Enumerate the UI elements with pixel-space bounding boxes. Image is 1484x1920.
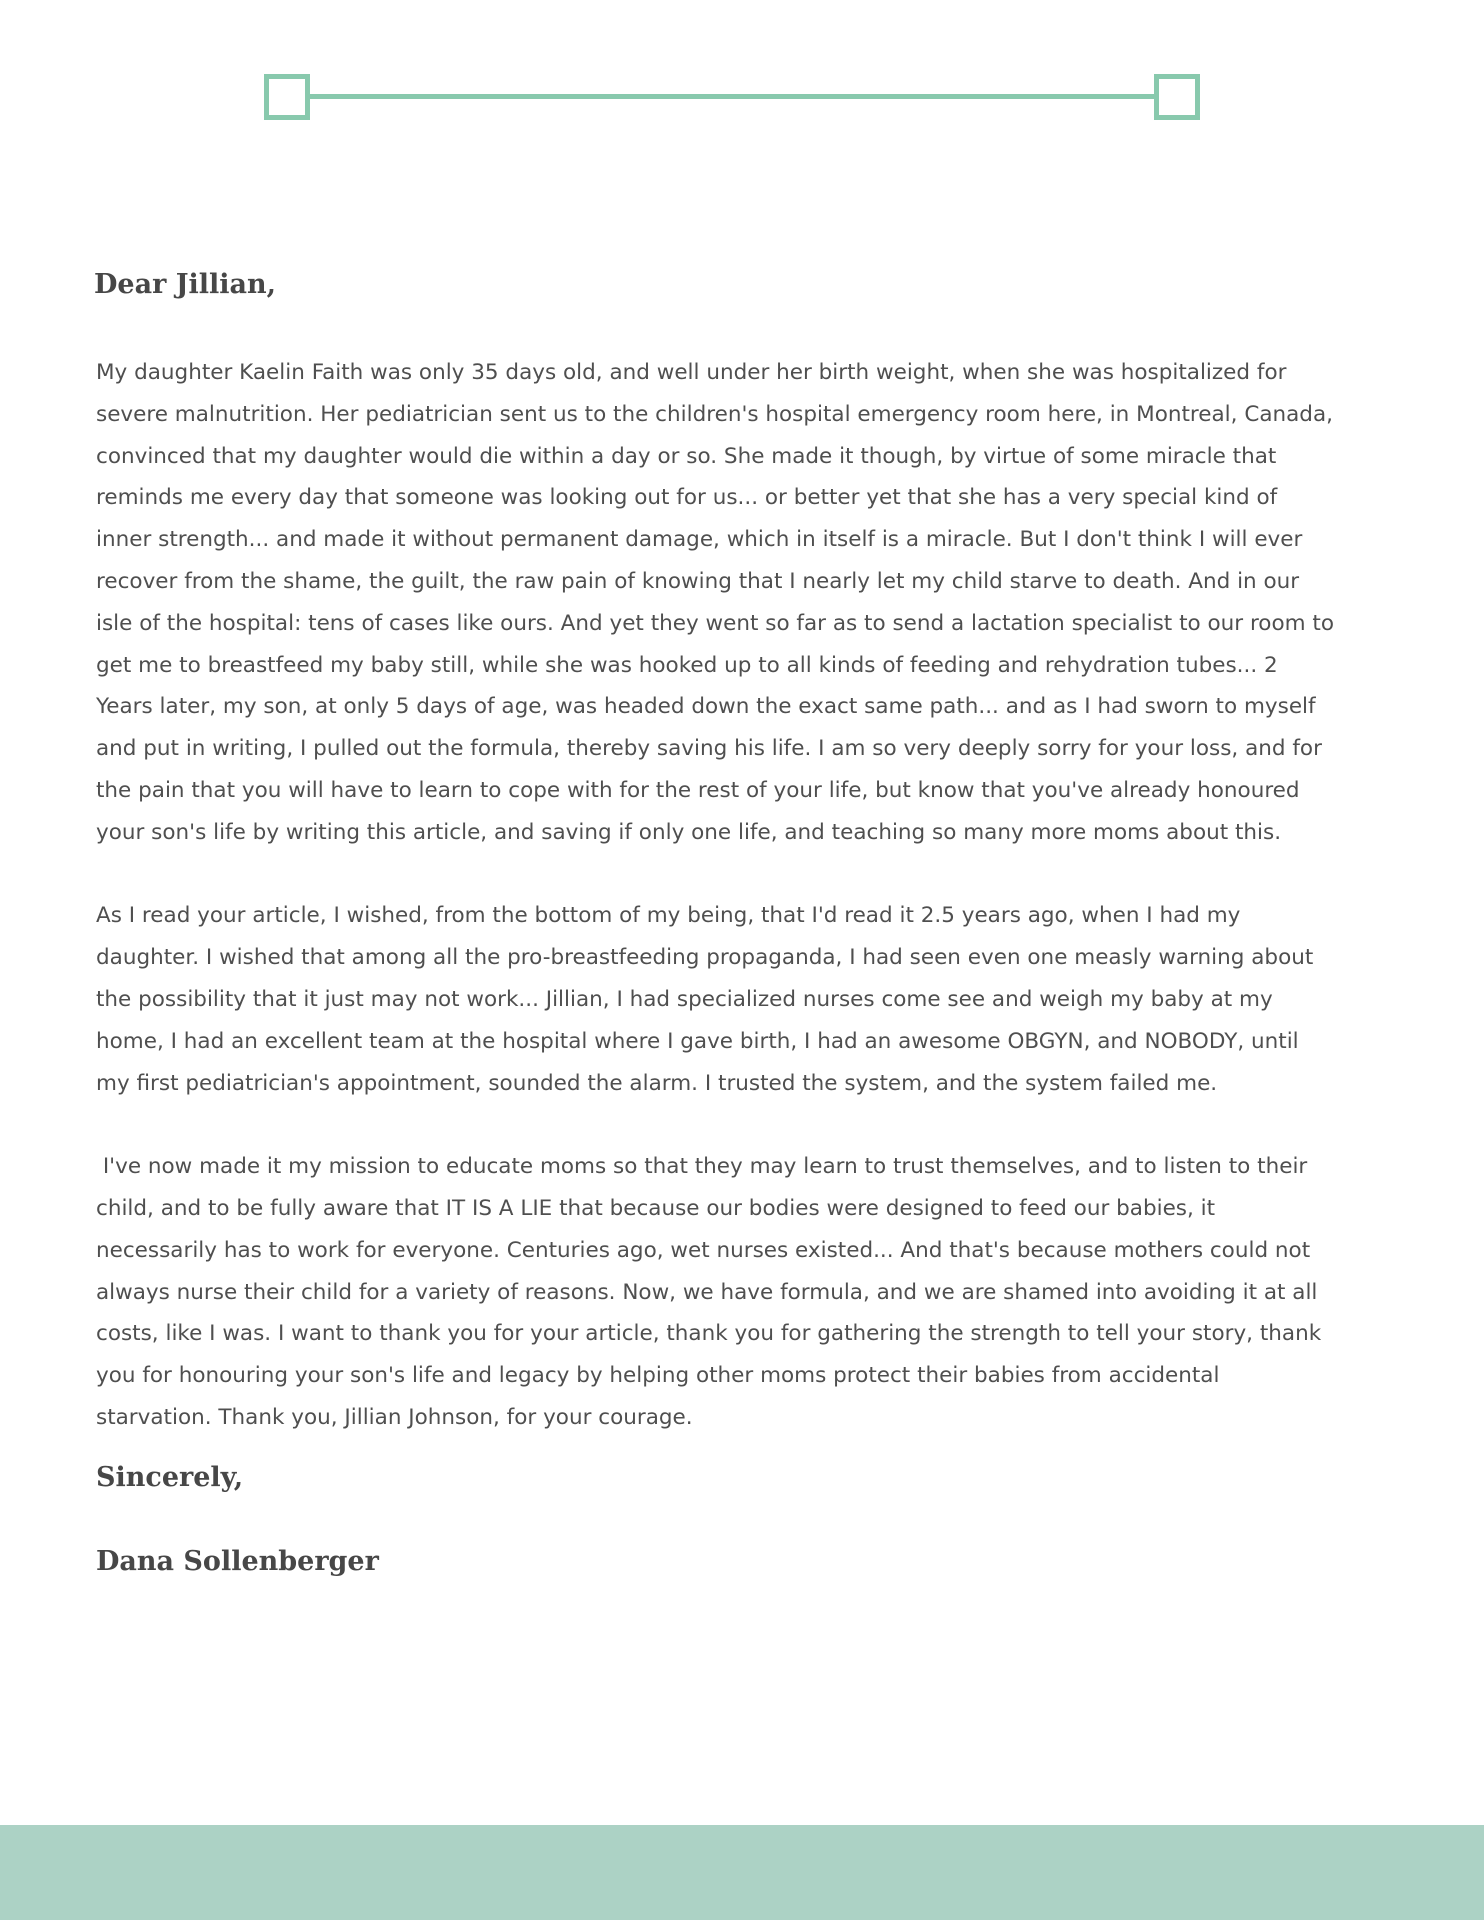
ornament-line — [308, 94, 1156, 99]
paragraph-3: I've now made it my mission to educate moms so that they may learn to trust themselves, and to listen to their child, and to be fully aware that IT IS A LIE that because our bodies were designed to feed our babies, it necessarily has to work for everyone. Centuries ago, wet nurses existed... And that's because mothers could not always nurse their child for a variety of reasons. Now, we have formula, and we are shamed into avoiding it at all costs, like I was. I want to thank you for your article, thank you for gathering the strength to tell your story, thank you for honouring your son's life and legacy by helping other moms protect their babies from accidental starvation. Thank you, Jillian Johnson, for your courage. — [96, 1154, 1328, 1430]
footer-band — [0, 1825, 1484, 1920]
ornament-square-left — [264, 74, 310, 120]
signature: Dana Sollenberger — [96, 1545, 379, 1577]
closing: Sincerely, — [96, 1461, 244, 1493]
salutation: Dear Jillian, — [94, 269, 277, 300]
ornament-square-right — [1154, 74, 1200, 120]
paragraph-2: As I read your article, I wished, from the bottom of my being, that I'd read it 2.5 years ago, when I had my daughter. I wished that among all the pro-breastfeeding propaganda, I had seen even one measly warning about the possibility that it just may not work... Jillian, I had specialized nurses come see and weigh my baby at my home, I had an excellent team at the hospital where I gave birth, I had an awesome OBGYN, and NOBODY, until my first pediatrician's appointment, sounded the alarm. I trusted the system, and the system failed me. — [96, 903, 1321, 1096]
top-ornament — [264, 74, 1200, 120]
letter-body — [94, 266, 1341, 1581]
paragraph-1: My daughter Kaelin Faith was only 35 days old, and well under her birth weight, when she was hospitalized for severe malnutrition. Her pediatrician sent us to the children's hospital emergency room here, in Montreal, Canada, convinced that my daughter would die within a day or so. She made it though, by virtue of some miracle that reminds me every day that someone was looking out for us... or better yet that she has a very special kind of inner strength... and made it without permanent damage, which in itself is a miracle. But I don't think I will ever recover from the shame, the guilt, the raw pain of knowing that I nearly let my child starve to death. And in our isle of the hospital: tens of cases like ours. And yet they went so far as to send a lactation specialist to our room to get me to breastfeed my baby still, while she was hooked up to all kinds of feeding and rehydration tubes... 2 Years later, my son, at only 5 days of age, was headed down the exact same path... and as I had sworn to myself and put in writing, I pulled out the formula, thereby saving his life. I am so very deeply sorry for your loss, and for the pain that you will have to learn to cope with for the rest of your life, but know that you've already honoured your son's life by writing this article, and saving if only one life, and teaching so many more moms about this. — [96, 360, 1341, 845]
